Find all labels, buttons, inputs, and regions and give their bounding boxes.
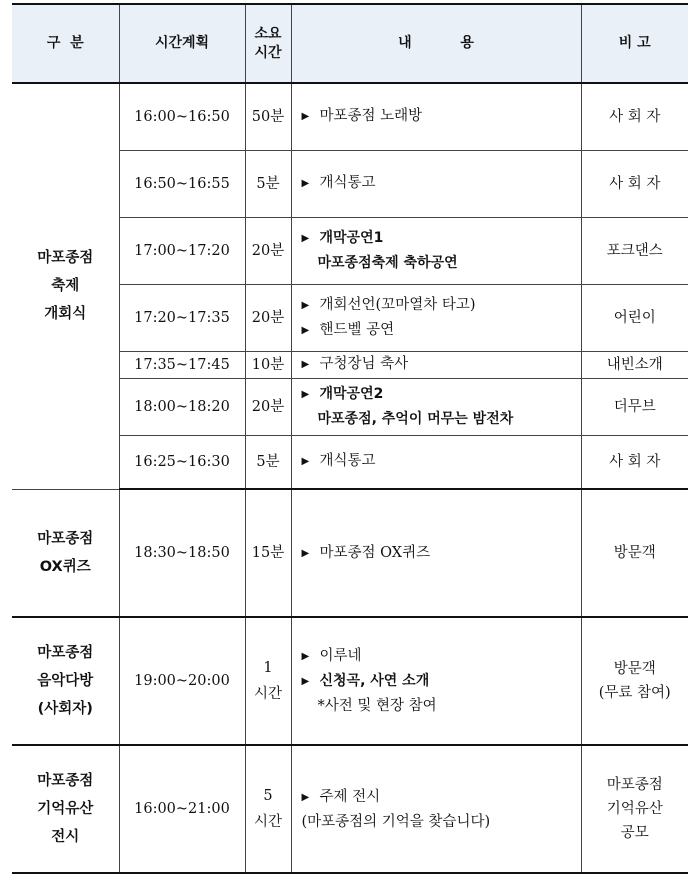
time-cell: 19:00~20:00: [119, 617, 245, 745]
content-cell: [291, 83, 581, 150]
content-cell: [291, 489, 581, 617]
content-cell: [291, 378, 581, 435]
note-cell: 내빈소개: [581, 351, 688, 378]
note-cell: [581, 617, 688, 745]
note-cell: 더무브: [581, 378, 688, 435]
bullet-icon: ▶: [301, 547, 310, 559]
duration-line: 시간: [253, 686, 282, 702]
time-cell: 16:50~16:55: [119, 150, 245, 217]
content-item: 핸드벨 공연: [319, 321, 395, 338]
header-category: 구 분: [12, 4, 119, 83]
table-row: [12, 83, 688, 150]
content-item: 마포종점 노래방: [319, 108, 423, 125]
duration-cell: 50분: [245, 83, 291, 150]
content-item: *사전 및 현장 참여: [317, 698, 437, 714]
bullet-icon: ▶: [301, 233, 310, 244]
category-line: 마포종점: [37, 530, 94, 547]
content-item: 마포종점 OX퀴즈: [319, 544, 431, 561]
category-line: 개회식: [44, 306, 87, 323]
category-line: 기억유산: [37, 801, 94, 817]
bullet-icon: ▶: [301, 651, 310, 662]
note-line: 기억유산: [606, 801, 663, 817]
duration-line: 1: [263, 660, 273, 676]
note-cell: 어린이: [581, 284, 688, 351]
note-cell: 포크댄스: [581, 217, 688, 284]
content-item: 마포종점, 추억이 머무는 밤전차: [317, 411, 514, 427]
bullet-icon: ▶: [301, 324, 310, 336]
category-line: 마포종점: [37, 250, 94, 267]
time-cell: 18:00~18:20: [119, 378, 245, 435]
bullet-icon: ▶: [301, 178, 310, 189]
note-cell: 방문객: [581, 489, 688, 617]
note-line: 공모: [620, 825, 649, 841]
bullet-icon: ▶: [301, 359, 310, 370]
table-row: [12, 617, 688, 745]
content-cell: [291, 617, 581, 745]
content-cell: [291, 351, 581, 378]
content-cell: [291, 435, 581, 489]
content-item: 개식통고: [319, 175, 376, 191]
time-cell: 17:35~17:45: [119, 351, 245, 378]
header-time-plan: 시간계획: [119, 4, 245, 83]
category-opening: [12, 83, 119, 489]
header-row: [12, 4, 688, 83]
header-duration-line2: 시간: [254, 44, 282, 61]
content-item: 신청곡, 사연 소개: [319, 673, 430, 689]
header-note: 비 고: [581, 4, 688, 83]
bullet-icon: ▶: [301, 676, 310, 687]
schedule-table: [12, 3, 688, 874]
time-cell: 16:00~21:00: [119, 745, 245, 873]
content-cell: [291, 217, 581, 284]
category-line: 마포종점: [37, 645, 94, 661]
content-cell: [291, 745, 581, 873]
duration-cell: 10분: [245, 351, 291, 378]
header-duration-line1: 소요: [254, 25, 282, 42]
note-line: 방문객: [613, 661, 656, 677]
content-item: 개회선언(꼬마열차 타고): [319, 296, 476, 313]
header-duration: [245, 4, 291, 83]
time-cell: 16:25~16:30: [119, 435, 245, 489]
content-item: 이루네: [319, 648, 362, 664]
bullet-icon: ▶: [301, 299, 310, 311]
time-cell: 16:00~16:50: [119, 83, 245, 150]
table-row: [12, 489, 688, 617]
note-line: 마포종점: [606, 777, 663, 793]
note-cell: 사 회 자: [581, 435, 688, 489]
duration-line: 시간: [253, 814, 282, 830]
content-item: 개막공연2: [319, 386, 384, 402]
content-item: 구청장님 축사: [319, 356, 409, 372]
duration-line: 5: [263, 788, 273, 804]
category-line: 축제: [51, 278, 80, 295]
category-line: 마포종점: [37, 773, 94, 789]
duration-cell: [245, 745, 291, 873]
duration-cell: 15분: [245, 489, 291, 617]
bullet-icon: ▶: [301, 389, 310, 400]
content-cell: [291, 150, 581, 217]
bullet-icon: ▶: [301, 111, 310, 123]
duration-cell: 20분: [245, 217, 291, 284]
category-heritage: [12, 745, 119, 873]
time-cell: 17:20~17:35: [119, 284, 245, 351]
bullet-icon: ▶: [301, 791, 310, 803]
content-item: 마포종점축제 축하공연: [317, 255, 458, 271]
content-cell: [291, 284, 581, 351]
duration-cell: 5분: [245, 435, 291, 489]
category-quiz: [12, 489, 119, 617]
bullet-icon: ▶: [301, 456, 310, 468]
content-item: 주제 전시: [319, 788, 381, 805]
category-line: (사회자): [37, 701, 93, 717]
time-cell: 17:00~17:20: [119, 217, 245, 284]
content-item: 개식통고: [319, 453, 376, 470]
duration-cell: 20분: [245, 284, 291, 351]
category-line: OX퀴즈: [39, 558, 91, 575]
duration-cell: 20분: [245, 378, 291, 435]
duration-cell: [245, 617, 291, 745]
category-line: 음악다방: [37, 673, 94, 689]
category-line: 전시: [51, 829, 80, 845]
note-line: (무료 참여): [598, 685, 671, 701]
note-cell: 사 회 자: [581, 83, 688, 150]
note-cell: [581, 745, 688, 873]
note-cell: 사 회 자: [581, 150, 688, 217]
time-cell: 18:30~18:50: [119, 489, 245, 617]
duration-cell: 5분: [245, 150, 291, 217]
header-content: 내 용: [291, 4, 581, 83]
content-item: (마포종점의 기억을 찾습니다): [301, 813, 491, 830]
content-item: 개막공연1: [319, 230, 384, 246]
category-music: [12, 617, 119, 745]
table-row: [12, 745, 688, 873]
